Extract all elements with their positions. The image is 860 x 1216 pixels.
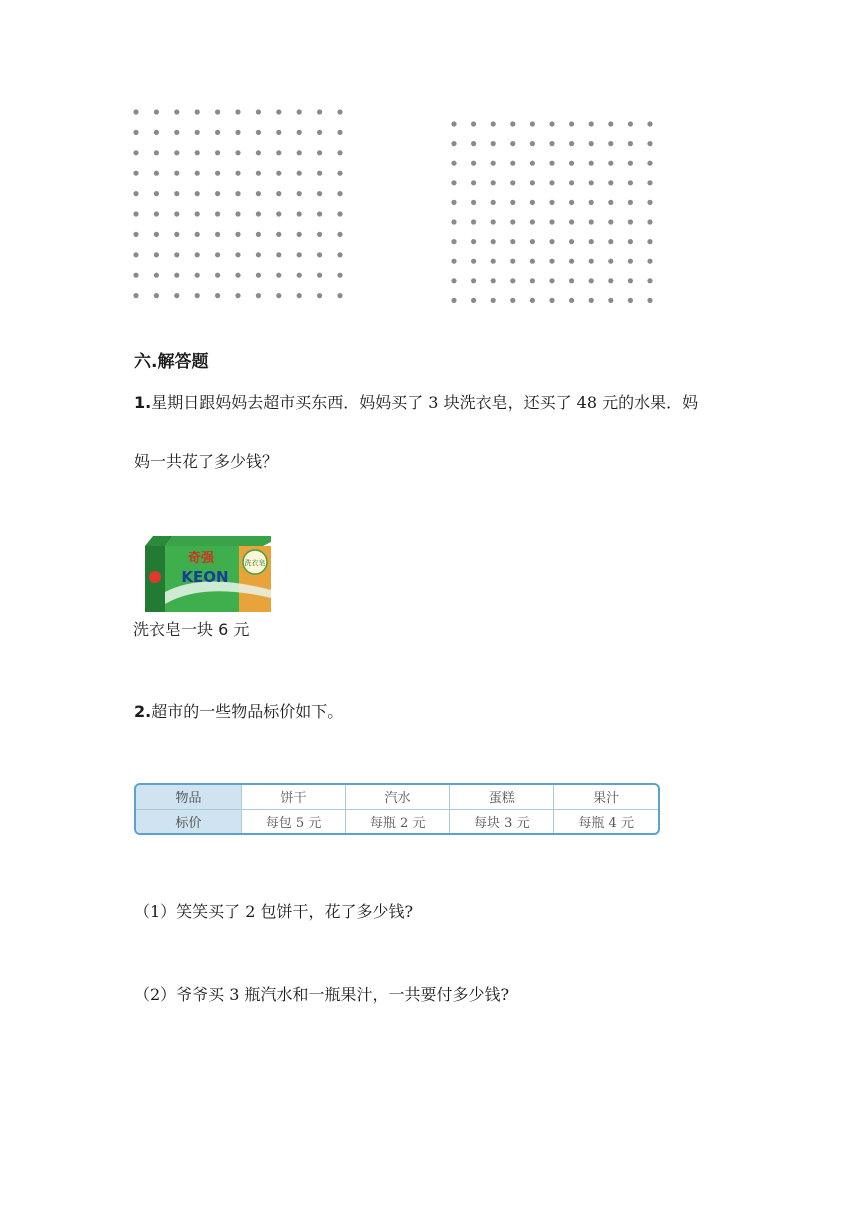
- grid-dot: [276, 191, 281, 196]
- grid-dot: [133, 191, 138, 196]
- grid-dot: [133, 293, 138, 298]
- grid-dot: [451, 298, 456, 303]
- grid-dot: [451, 180, 456, 185]
- grid-dot: [337, 293, 342, 298]
- grid-dot: [451, 239, 456, 244]
- item-cell: 果汁: [554, 785, 658, 809]
- grid-dot: [256, 130, 261, 135]
- question-2-text: 超市的一些物品标价如下。: [151, 702, 344, 721]
- grid-dot: [647, 298, 652, 303]
- grid-dot: [530, 121, 535, 126]
- right-dot-grid: [446, 116, 660, 306]
- grid-dot: [549, 259, 554, 264]
- grid-dot: [530, 180, 535, 185]
- grid-dot: [297, 109, 302, 114]
- grid-dot: [510, 259, 515, 264]
- grid-dot: [154, 130, 159, 135]
- right-dot-grid-svg: [446, 116, 660, 306]
- grid-dot: [215, 211, 220, 216]
- grid-dot: [297, 171, 302, 176]
- soap-brand-en: KEON: [181, 568, 229, 586]
- grid-dot: [491, 239, 496, 244]
- grid-dot: [235, 211, 240, 216]
- grid-dot: [608, 141, 613, 146]
- grid-dot: [297, 252, 302, 257]
- grid-dot: [174, 130, 179, 135]
- grid-dot: [276, 150, 281, 155]
- grid-dot: [451, 161, 456, 166]
- grid-dot: [337, 211, 342, 216]
- price-cell: 每包 5 元: [242, 809, 346, 833]
- grid-dot: [215, 191, 220, 196]
- price-cell: 每块 3 元: [450, 809, 554, 833]
- grid-dot: [589, 180, 594, 185]
- grid-dot: [195, 150, 200, 155]
- grid-dot: [608, 200, 613, 205]
- grid-dot: [491, 259, 496, 264]
- grid-dot: [256, 293, 261, 298]
- grid-dot: [608, 239, 613, 244]
- grid-dot: [174, 150, 179, 155]
- grid-dot: [195, 109, 200, 114]
- grid-dot: [471, 200, 476, 205]
- grid-dot: [235, 150, 240, 155]
- grid-dot: [195, 171, 200, 176]
- price-table-price-row: [136, 809, 658, 833]
- grid-dot: [491, 180, 496, 185]
- grid-dot: [133, 171, 138, 176]
- grid-dot: [530, 141, 535, 146]
- grid-dot: [530, 259, 535, 264]
- grid-dot: [647, 141, 652, 146]
- grid-dot: [317, 171, 322, 176]
- grid-dot: [174, 273, 179, 278]
- grid-dot: [589, 278, 594, 283]
- grid-dot: [256, 150, 261, 155]
- grid-dot: [133, 211, 138, 216]
- grid-dot: [608, 161, 613, 166]
- grid-dot: [608, 121, 613, 126]
- grid-dot: [195, 130, 200, 135]
- grid-dot: [608, 278, 613, 283]
- grid-dot: [256, 211, 261, 216]
- grid-dot: [215, 252, 220, 257]
- grid-dot: [195, 252, 200, 257]
- grid-dot: [491, 200, 496, 205]
- grid-dot: [647, 278, 652, 283]
- grid-dot: [276, 171, 281, 176]
- grid-dot: [337, 273, 342, 278]
- grid-dot: [133, 252, 138, 257]
- grid-dot: [589, 141, 594, 146]
- grid-dot: [510, 161, 515, 166]
- grid-dot: [317, 211, 322, 216]
- grid-dot: [471, 259, 476, 264]
- left-dot-grid: [128, 104, 353, 304]
- grid-dot: [510, 239, 515, 244]
- grid-dot: [510, 121, 515, 126]
- grid-dot: [510, 141, 515, 146]
- grid-dot: [628, 141, 633, 146]
- grid-dot: [256, 171, 261, 176]
- price-cell: 每瓶 4 元: [578, 815, 634, 831]
- grid-dot: [471, 161, 476, 166]
- grid-dot: [451, 259, 456, 264]
- grid-dot: [317, 109, 322, 114]
- grid-dot: [195, 232, 200, 237]
- grid-dot: [569, 161, 574, 166]
- grid-dot: [297, 211, 302, 216]
- grid-dot: [569, 200, 574, 205]
- grid-dot: [569, 259, 574, 264]
- grid-dot: [549, 239, 554, 244]
- grid-dot: [235, 130, 240, 135]
- grid-dot: [510, 298, 515, 303]
- item-cell: 饼干: [242, 785, 346, 809]
- price-table: [134, 783, 660, 835]
- grid-dot: [569, 298, 574, 303]
- grid-dot: [549, 180, 554, 185]
- grid-dot: [317, 232, 322, 237]
- grid-dot: [215, 130, 220, 135]
- grid-dot: [589, 239, 594, 244]
- section-title: 六.解答题: [134, 352, 209, 372]
- grid-dot: [276, 293, 281, 298]
- grid-dot: [174, 293, 179, 298]
- grid-dot: [471, 298, 476, 303]
- grid-dot: [297, 273, 302, 278]
- grid-dot: [549, 200, 554, 205]
- grid-dot: [154, 232, 159, 237]
- grid-dot: [317, 273, 322, 278]
- grid-dot: [297, 191, 302, 196]
- soap-badge-text: 洗衣皂: [244, 559, 266, 567]
- grid-dot: [174, 109, 179, 114]
- grid-dot: [451, 200, 456, 205]
- item-cell: 汽水: [346, 785, 450, 809]
- soap-box-image: [143, 532, 273, 614]
- question-1-text: 星期日跟妈妈去超市买东西．妈妈买了 3 块洗衣皂，还买了 48 元的水果．妈: [151, 393, 699, 412]
- grid-dot: [235, 232, 240, 237]
- grid-dot: [235, 293, 240, 298]
- grid-dot: [195, 293, 200, 298]
- grid-dot: [297, 232, 302, 237]
- grid-dot: [235, 171, 240, 176]
- grid-dot: [530, 200, 535, 205]
- question-2-number: 2.: [134, 702, 152, 721]
- grid-dot: [608, 298, 613, 303]
- grid-dot: [215, 150, 220, 155]
- question-1-number: 1.: [134, 393, 152, 412]
- grid-dot: [471, 278, 476, 283]
- grid-dot: [276, 130, 281, 135]
- grid-dot: [647, 200, 652, 205]
- grid-dot: [297, 150, 302, 155]
- grid-dot: [317, 150, 322, 155]
- grid-dot: [337, 232, 342, 237]
- grid-dot: [628, 121, 633, 126]
- grid-dot: [628, 161, 633, 166]
- grid-dot: [317, 191, 322, 196]
- grid-dot: [256, 232, 261, 237]
- grid-dot: [317, 252, 322, 257]
- grid-dot: [215, 109, 220, 114]
- row-header-price: 标价: [136, 809, 242, 833]
- grid-dot: [628, 239, 633, 244]
- grid-dot: [569, 141, 574, 146]
- grid-dot: [549, 121, 554, 126]
- grid-dot: [256, 109, 261, 114]
- sub-question-1: （1）笑笑买了 2 包饼干，花了多少钱?: [134, 902, 414, 921]
- price-cell: 每瓶 2 元: [346, 809, 450, 833]
- grid-dot: [174, 171, 179, 176]
- grid-dot: [154, 273, 159, 278]
- grid-dot: [235, 191, 240, 196]
- grid-dot: [530, 239, 535, 244]
- grid-dot: [133, 232, 138, 237]
- grid-dot: [589, 298, 594, 303]
- grid-dot: [235, 273, 240, 278]
- grid-dot: [154, 191, 159, 196]
- grid-dot: [530, 278, 535, 283]
- grid-dot: [589, 200, 594, 205]
- grid-dot: [215, 171, 220, 176]
- grid-dot: [471, 121, 476, 126]
- grid-dot: [569, 121, 574, 126]
- grid-dot: [510, 219, 515, 224]
- grid-dot: [195, 191, 200, 196]
- question-1-line-2: 妈一共花了多少钱？: [134, 452, 279, 471]
- grid-dot: [174, 211, 179, 216]
- grid-dot: [276, 252, 281, 257]
- grid-dot: [297, 130, 302, 135]
- left-dot-grid-svg: [128, 104, 353, 304]
- grid-dot: [235, 109, 240, 114]
- grid-dot: [215, 232, 220, 237]
- grid-dot: [337, 171, 342, 176]
- grid-dot: [608, 219, 613, 224]
- grid-dot: [133, 150, 138, 155]
- grid-dot: [276, 211, 281, 216]
- soap-caption: 洗衣皂一块 6 元: [133, 620, 250, 639]
- grid-dot: [133, 109, 138, 114]
- grid-dot: [549, 298, 554, 303]
- grid-dot: [647, 180, 652, 185]
- grid-dot: [317, 293, 322, 298]
- grid-dot: [256, 191, 261, 196]
- grid-dot: [608, 259, 613, 264]
- grid-dot: [174, 191, 179, 196]
- grid-dot: [471, 141, 476, 146]
- item-cell: 蛋糕: [450, 785, 554, 809]
- grid-dot: [154, 109, 159, 114]
- grid-dot: [235, 252, 240, 257]
- grid-dot: [256, 252, 261, 257]
- grid-dot: [569, 239, 574, 244]
- grid-dot: [471, 239, 476, 244]
- grid-dot: [589, 121, 594, 126]
- question-2-line: [134, 702, 343, 722]
- grid-dot: [195, 211, 200, 216]
- grid-dot: [133, 273, 138, 278]
- grid-dot: [451, 141, 456, 146]
- grid-dot: [215, 273, 220, 278]
- grid-dot: [154, 150, 159, 155]
- grid-dot: [549, 278, 554, 283]
- grid-dot: [337, 109, 342, 114]
- grid-dot: [256, 273, 261, 278]
- grid-dot: [549, 219, 554, 224]
- grid-dot: [589, 219, 594, 224]
- grid-dot: [297, 293, 302, 298]
- grid-dot: [589, 259, 594, 264]
- grid-dot: [491, 278, 496, 283]
- grid-dot: [569, 219, 574, 224]
- grid-dot: [451, 278, 456, 283]
- grid-dot: [510, 200, 515, 205]
- row-header-item: 物品: [136, 785, 242, 809]
- grid-dot: [628, 219, 633, 224]
- grid-dot: [337, 252, 342, 257]
- grid-dot: [530, 161, 535, 166]
- grid-dot: [491, 121, 496, 126]
- grid-dot: [154, 211, 159, 216]
- grid-dot: [451, 219, 456, 224]
- grid-dot: [174, 232, 179, 237]
- grid-dot: [589, 161, 594, 166]
- grid-dot: [647, 161, 652, 166]
- grid-dot: [215, 293, 220, 298]
- grid-dot: [154, 293, 159, 298]
- grid-dot: [276, 273, 281, 278]
- grid-dot: [133, 130, 138, 135]
- grid-dot: [628, 180, 633, 185]
- grid-dot: [628, 278, 633, 283]
- grid-dot: [337, 191, 342, 196]
- grid-dot: [471, 180, 476, 185]
- grid-dot: [317, 130, 322, 135]
- grid-dot: [337, 130, 342, 135]
- grid-dot: [628, 200, 633, 205]
- grid-dot: [276, 109, 281, 114]
- grid-dot: [154, 171, 159, 176]
- grid-dot: [647, 259, 652, 264]
- grid-dot: [530, 298, 535, 303]
- grid-dot: [510, 278, 515, 283]
- soap-brand-cn: 奇强: [187, 551, 215, 566]
- grid-dot: [471, 219, 476, 224]
- grid-dot: [451, 121, 456, 126]
- grid-dot: [337, 150, 342, 155]
- grid-dot: [491, 161, 496, 166]
- grid-dot: [628, 259, 633, 264]
- grid-dot: [647, 219, 652, 224]
- grid-dot: [549, 161, 554, 166]
- grid-dot: [491, 219, 496, 224]
- grid-dot: [530, 219, 535, 224]
- question-1-line-1: [134, 393, 698, 413]
- grid-dot: [510, 180, 515, 185]
- grid-dot: [569, 278, 574, 283]
- grid-dot: [628, 298, 633, 303]
- grid-dot: [608, 180, 613, 185]
- grid-dot: [154, 252, 159, 257]
- grid-dot: [647, 239, 652, 244]
- price-table-item-row: [136, 785, 658, 809]
- grid-dot: [491, 298, 496, 303]
- grid-dot: [647, 121, 652, 126]
- grid-dot: [195, 273, 200, 278]
- grid-dot: [549, 141, 554, 146]
- grid-dot: [491, 141, 496, 146]
- grid-dot: [569, 180, 574, 185]
- sub-question-2: （2）爷爷买 3 瓶汽水和一瓶果汁，一共要付多少钱?: [134, 985, 510, 1004]
- grid-dot: [174, 252, 179, 257]
- grid-dot: [276, 232, 281, 237]
